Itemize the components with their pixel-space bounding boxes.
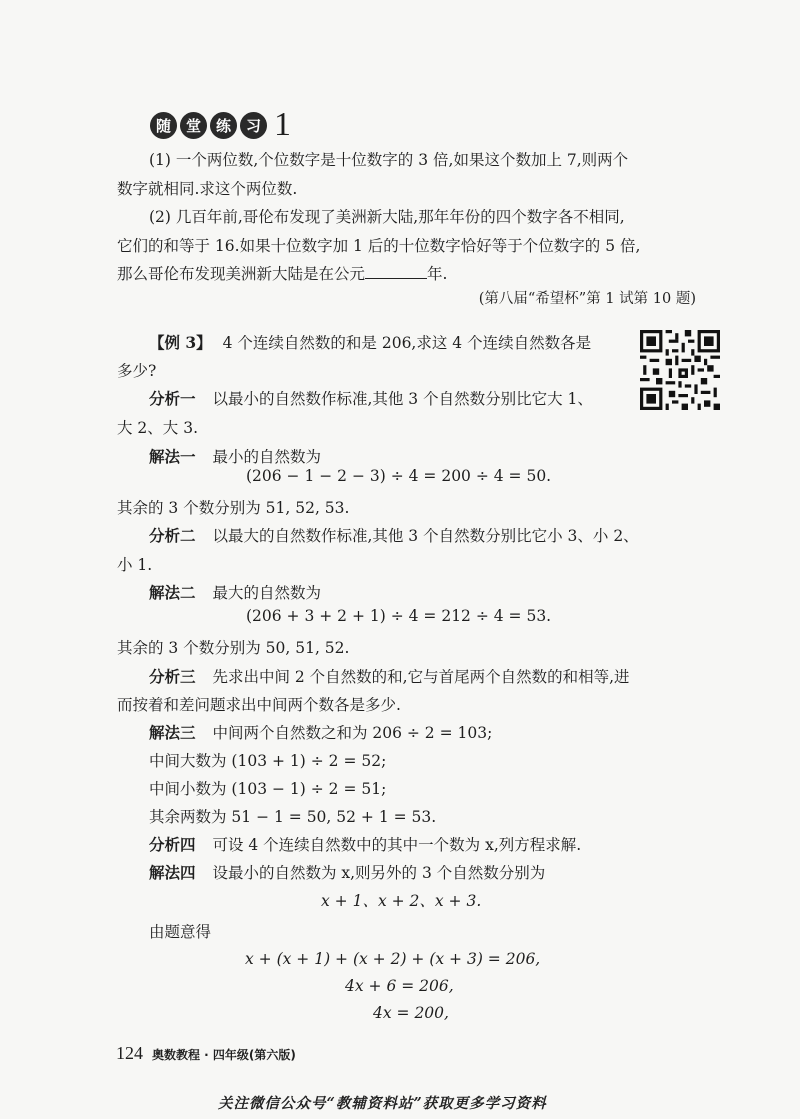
analysis-1-text: 以最小的自然数作标准,其他 3 个自然数分别比它大 1、	[212, 390, 593, 408]
question-1-line-2: 数字就相同.求这个两位数.	[117, 180, 298, 198]
solution-3-text: 中间两个自然数之和为 206 ÷ 2 = 103;	[212, 724, 493, 742]
qr-code	[640, 330, 720, 410]
practice-heading-char: 随	[150, 112, 177, 139]
analysis-3	[149, 665, 630, 687]
example-3-line-1	[149, 331, 591, 353]
practice-heading	[150, 108, 291, 142]
solution-1-result: 其余的 3 个数分别为 51, 52, 53.	[117, 499, 350, 517]
solution-4-text: 设最小的自然数为 x,则另外的 3 个自然数分别为	[212, 864, 546, 882]
practice-heading-number: 1	[274, 106, 291, 143]
question-2-line-1: (2) 几百年前,哥伦布发现了美洲新大陆,那年年份的四个数字各不相同,	[149, 208, 625, 226]
solution-3	[149, 721, 492, 743]
equation-line-3: 4x = 200,	[373, 1004, 449, 1022]
promo-banner: 关注微信公众号“教辅资料站”获取更多学习资料	[218, 1095, 547, 1112]
solution-1-equation: (206 − 1 − 2 − 3) ÷ 4 = 200 ÷ 4 = 50.	[246, 467, 552, 485]
analysis-4-label: 分析四	[149, 835, 196, 854]
analysis-1-label: 分析一	[149, 389, 196, 408]
analysis-3-continued: 而按着和差问题求出中间两个数各是多少.	[117, 696, 401, 714]
solution-3-line-4: 其余两数为 51 − 1 = 50, 52 + 1 = 53.	[149, 808, 437, 826]
by-problem-label: 由题意得	[149, 923, 212, 941]
solution-3-line-2: 中间大数为 (103 + 1) ÷ 2 = 52;	[149, 752, 387, 770]
analysis-2-continued: 小 1.	[117, 556, 153, 574]
analysis-2	[149, 524, 639, 546]
book-title: 奥数教程 · 四年级(第六版)	[151, 1048, 296, 1062]
analysis-2-text: 以最大的自然数作标准,其他 3 个自然数分别比它小 3、小 2、	[212, 527, 639, 545]
analysis-3-label: 分析三	[149, 667, 196, 686]
example-3-text: 4 个连续自然数的和是 206,求这 4 个连续自然数各是	[222, 334, 592, 352]
question-source: (第八届“希望杯”第 1 试第 10 题)	[478, 291, 696, 307]
solution-2-text: 最大的自然数为	[212, 584, 321, 602]
page-number: 124	[116, 1043, 143, 1063]
analysis-3-text: 先求出中间 2 个自然数的和,它与首尾两个自然数的和相等,进	[212, 668, 630, 686]
solution-2-result: 其余的 3 个数分别为 50, 51, 52.	[117, 639, 350, 657]
solution-3-label: 解法三	[149, 723, 196, 742]
solution-4	[149, 861, 545, 883]
analysis-2-label: 分析二	[149, 526, 196, 545]
solution-1-label: 解法一	[149, 447, 196, 466]
solution-4-expression: x + 1、x + 2、x + 3.	[321, 892, 482, 910]
analysis-4	[149, 833, 581, 855]
solution-2-label: 解法二	[149, 583, 196, 602]
analysis-1	[149, 387, 593, 409]
solution-2-equation: (206 + 3 + 2 + 1) ÷ 4 = 212 ÷ 4 = 53.	[246, 607, 552, 625]
solution-3-line-3: 中间小数为 (103 − 1) ÷ 2 = 51;	[149, 780, 387, 798]
practice-heading-char: 堂	[180, 112, 207, 139]
answer-blank	[365, 264, 427, 279]
question-2-line-3-end: 年.	[427, 265, 448, 283]
example-label: 【例 3】	[149, 333, 212, 352]
solution-2	[149, 581, 321, 603]
equation-line-1: x + (x + 1) + (x + 2) + (x + 3) = 206,	[245, 950, 541, 968]
question-2-line-3-text: 那么哥伦布发现美洲新大陆是在公元	[117, 265, 366, 283]
equation-line-2: 4x + 6 = 206,	[345, 977, 454, 995]
practice-heading-char: 练	[210, 112, 237, 139]
solution-4-label: 解法四	[149, 863, 196, 882]
solution-1-text: 最小的自然数为	[212, 448, 321, 466]
solution-1	[149, 445, 321, 467]
question-2-line-2: 它们的和等于 16.如果十位数字加 1 后的十位数字恰好等于个位数字的 5 倍,	[117, 237, 641, 255]
analysis-1-continued: 大 2、大 3.	[117, 419, 199, 437]
practice-heading-char: 习	[240, 112, 267, 139]
page-footer	[116, 1043, 296, 1064]
example-3-line-2: 多少?	[117, 362, 157, 380]
analysis-4-text: 可设 4 个连续自然数中的其中一个数为 x,列方程求解.	[212, 836, 582, 854]
question-1-line-1: (1) 一个两位数,个位数字是十位数字的 3 倍,如果这个数加上 7,则两个	[149, 151, 629, 169]
question-2-line-3	[117, 262, 447, 284]
